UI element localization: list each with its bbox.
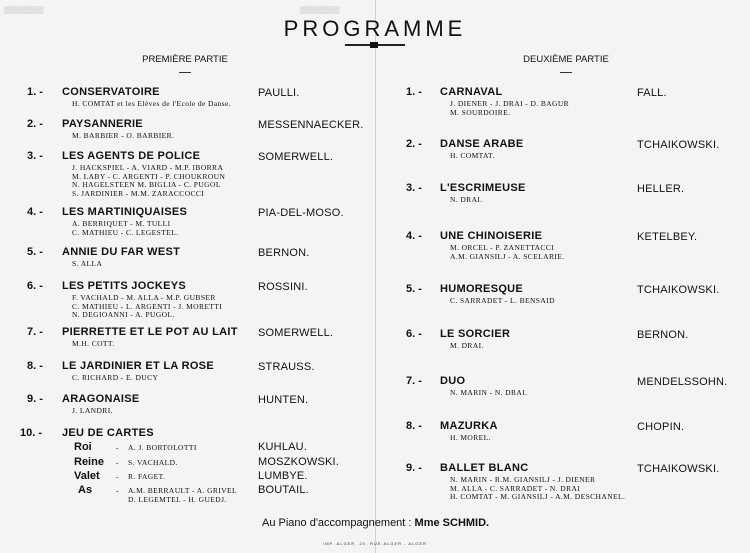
item-cast-line: N. MARIN - N. DRAI. xyxy=(450,388,528,397)
item-number: 3. - xyxy=(406,182,422,194)
item-number: 9. - xyxy=(406,462,422,474)
item-title: DANSE ARABE xyxy=(440,138,524,150)
item-cast-line: M. SOURDOIRE. xyxy=(450,107,511,117)
item-cast-line: H. COMTAT - M. GIANSILJ - A.M. DESCHANEL. xyxy=(450,492,626,501)
card-dash: - xyxy=(116,443,119,452)
item-title: LES MARTINIQUAISES xyxy=(62,206,188,218)
item-composer: SOMERWELL. xyxy=(258,151,334,163)
item-number: 6. - xyxy=(406,328,422,340)
item-title: ANNIE DU FAR WEST xyxy=(62,246,181,258)
item-cast-line: M. BARBIER - O. BARBIER. xyxy=(72,131,175,140)
item-number: 1. - xyxy=(27,86,43,98)
card-cast-line: A.M. BERRAULT - A. GRIVEL xyxy=(128,486,237,495)
item-title: LE SORCIER xyxy=(440,328,511,340)
printer-imprint: IMP. ALGER, 20, RUE ALGER - ALGER xyxy=(323,541,427,546)
part-one-rule xyxy=(179,72,191,73)
piano-credit xyxy=(262,517,489,529)
item-composer: TCHAIKOWSKI. xyxy=(637,139,720,151)
card-cast-line: R. FAGET. xyxy=(128,472,166,481)
item-composer: BERNON. xyxy=(637,329,689,341)
item-cast-line: M. LABY - C. ARGENTI - P. CHOUKROUN xyxy=(72,171,226,181)
item-cast-line: J. DIENER - J. DRAI - D. BAGUR xyxy=(450,99,570,108)
item-cast-line: H. COMTAT. xyxy=(450,151,495,160)
item-cast-line: N. DEGIOANNI - A. PUGOL. xyxy=(72,310,175,319)
item-number: 9. - xyxy=(27,393,43,405)
item-composer: CHOPIN. xyxy=(637,421,685,433)
card-cast-line: D. LEGEMTEL - H. GUEDJ. xyxy=(128,495,227,504)
card-role: Roi xyxy=(74,441,92,453)
item-title: BALLET BLANC xyxy=(440,462,529,474)
item-composer: BERNON. xyxy=(258,247,310,259)
item-composer: SOMERWELL. xyxy=(258,327,334,339)
item-cast-line: S. ALLA xyxy=(72,259,103,268)
item-cast-line: C. MATHIEU - C. LEGESTEL. xyxy=(72,227,179,237)
item-cast-line: M. ALLA - C. SARRADET - N. DRAI xyxy=(450,483,581,493)
part-two-heading: DEUXIÈME PARTIE xyxy=(523,54,609,65)
item-number: 1. - xyxy=(406,86,422,98)
item-title: HUMORESQUE xyxy=(440,283,524,295)
card-role: Reine xyxy=(74,456,104,468)
item-number: 7. - xyxy=(406,375,422,387)
card-role: Valet xyxy=(74,470,100,482)
bleed-through-mark: ▒▒▒▒▒▒▒▒ xyxy=(300,6,340,14)
piano-title: Mme xyxy=(414,517,440,529)
item-cast-line: J. HACKSPIEL - A. VIARD - M.P. IBORRA xyxy=(72,163,224,172)
item-number: 2. - xyxy=(406,138,422,150)
item-cast-line: M. DRAI. xyxy=(450,341,484,350)
card-composer: KUHLAU. xyxy=(258,441,308,453)
item-number: 2. - xyxy=(27,118,43,130)
item-composer: PIA-DEL-MOSO. xyxy=(258,207,344,219)
item-cast-line: M. ORCEL - P. ZANETTACCI xyxy=(450,243,555,252)
item-composer: FALL. xyxy=(637,87,667,99)
piano-label: Au Piano d'accompagnement : xyxy=(262,517,412,529)
piano-name: SCHMID. xyxy=(442,517,490,529)
item-number: 10. - xyxy=(20,427,43,439)
item-cast-line: M.H. COTT. xyxy=(72,339,115,348)
card-dash: - xyxy=(116,472,119,481)
item-cast-line: N. MARIN - R.M. GIANSILJ - J. DIENER xyxy=(450,475,596,484)
item-title: LES AGENTS DE POLICE xyxy=(62,150,201,162)
item-composer: MENDELSSOHN. xyxy=(637,376,728,388)
item-title: LE JARDINIER ET LA ROSE xyxy=(62,360,214,372)
item-number: 5. - xyxy=(406,283,422,295)
card-composer: MOSZKOWSKI. xyxy=(258,456,340,468)
item-cast-line: S. JARDINIER - M.M. ZARACCOCCI xyxy=(72,188,205,198)
item-number: 7. - xyxy=(27,326,43,338)
item-title: UNE CHINOISERIE xyxy=(440,230,543,242)
item-title: LES PETITS JOCKEYS xyxy=(62,280,186,292)
item-cast-line: C. MATHIEU - L. ARGENTI - J. MORETTI xyxy=(72,301,223,311)
bleed-through-mark: ▒▒▒▒▒▒▒▒ xyxy=(4,6,44,14)
item-cast-line: F. VACHALD - M. ALLA - M.P. GUBSER xyxy=(72,293,216,302)
card-dash: - xyxy=(116,458,119,467)
item-composer: MESSENNAECKER. xyxy=(258,119,364,131)
item-composer: KETELBEY. xyxy=(637,231,698,243)
item-title: MAZURKA xyxy=(440,420,498,432)
item-composer: ROSSINI. xyxy=(258,281,308,293)
item-title: DUO xyxy=(440,375,466,387)
card-dash: - xyxy=(116,486,119,495)
item-number: 8. - xyxy=(406,420,422,432)
item-cast-line: C. SARRADET - L. BENSAID xyxy=(450,296,555,305)
item-title: ARAGONAISE xyxy=(62,393,140,405)
item-title: PAYSANNERIE xyxy=(62,118,143,130)
part-two-rule xyxy=(560,72,572,73)
item-number: 3. - xyxy=(27,150,43,162)
item-number: 6. - xyxy=(27,280,43,292)
part-one-heading: PREMIÈRE PARTIE xyxy=(142,54,228,65)
item-title: JEU DE CARTES xyxy=(62,427,154,439)
page-title: PROGRAMME xyxy=(283,16,467,41)
item-number: 5. - xyxy=(27,246,43,258)
item-number: 4. - xyxy=(27,206,43,218)
item-title: CONSERVATOIRE xyxy=(62,86,160,98)
item-composer: HELLER. xyxy=(637,183,685,195)
item-title: CARNAVAL xyxy=(440,86,503,98)
card-cast-line: A. J. BORTOLOTTI xyxy=(128,443,197,452)
item-title: L'ESCRIMEUSE xyxy=(440,182,526,194)
item-composer: TCHAIKOWSKI. xyxy=(637,463,720,475)
title-ornament xyxy=(370,42,378,48)
card-composer: BOUTAIL. xyxy=(258,484,309,496)
item-cast-line: H. MOREL. xyxy=(450,433,491,442)
item-number: 8. - xyxy=(27,360,43,372)
item-number: 4. - xyxy=(406,230,422,242)
card-composer: LUMBYE. xyxy=(258,470,308,482)
item-title: PIERRETTE ET LE POT AU LAIT xyxy=(62,326,238,338)
item-cast-line: N. DRAI. xyxy=(450,195,483,204)
item-cast-line: A. BERRIQUET - M. TULLI xyxy=(72,219,171,228)
card-cast-line: S. VACHALD. xyxy=(128,458,178,467)
item-composer: TCHAIKOWSKI. xyxy=(637,284,720,296)
item-cast-line: J. LANDRI. xyxy=(72,406,113,415)
item-composer: STRAUSS. xyxy=(258,361,315,373)
card-role: As xyxy=(78,484,93,496)
item-composer: HUNTEN. xyxy=(258,394,309,406)
item-cast-line: H. COMTAT et les Elèves de l'Ecole de Danse. xyxy=(72,99,232,108)
item-composer: PAULLI. xyxy=(258,87,300,99)
page-fold xyxy=(375,0,376,553)
item-cast-line: C. RICHARD - E. DUCY xyxy=(72,373,159,382)
item-cast-line: N. HAGELSTEEN M. BIGLIA - C. PUGOL xyxy=(72,180,221,189)
item-cast-line: A.M. GIANSILJ - A. SCELARIE. xyxy=(450,251,565,261)
